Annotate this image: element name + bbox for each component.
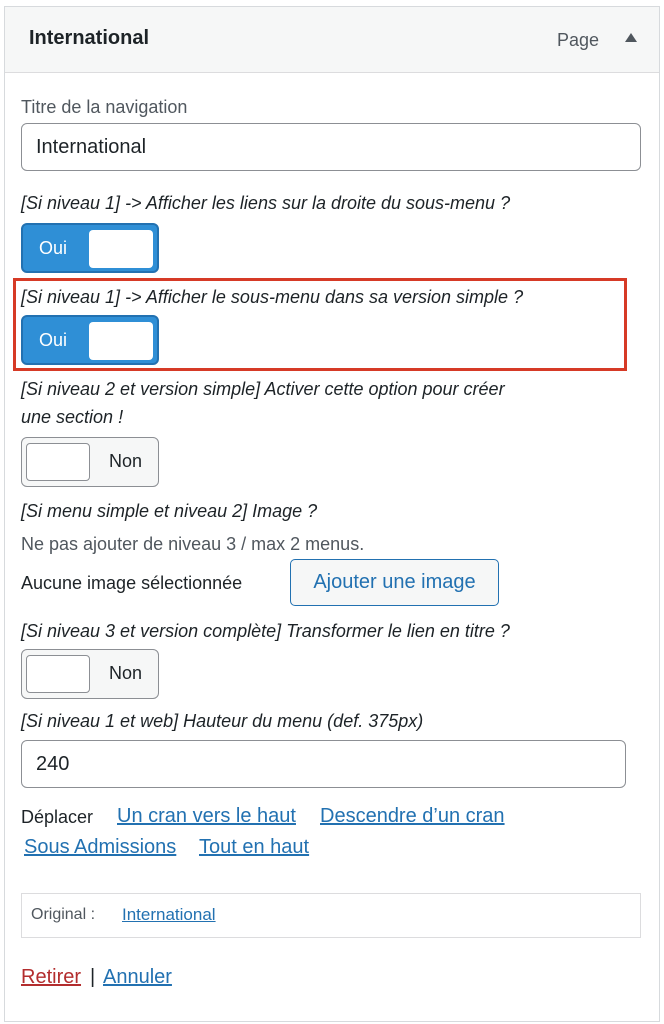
original-box bbox=[21, 893, 641, 938]
toggle-state-label: Oui bbox=[39, 330, 68, 350]
move-down-link[interactable]: Descendre d’un cran bbox=[320, 805, 505, 827]
option-section-label-line2: une section ! bbox=[21, 407, 124, 427]
panel-title: International bbox=[29, 27, 150, 49]
toggle-knob bbox=[89, 322, 153, 360]
collapse-arrow-icon[interactable] bbox=[625, 33, 637, 42]
no-image-text: Aucune image sélectionnée bbox=[21, 573, 243, 593]
image-label: [Si menu simple et niveau 2] Image ? bbox=[21, 501, 318, 521]
option-link-title-toggle[interactable] bbox=[21, 649, 159, 699]
toggle-knob bbox=[26, 443, 90, 481]
cancel-link[interactable]: Annuler bbox=[103, 966, 172, 988]
option-simple-version-label: [Si niveau 1] -> Afficher le sous-menu dans sa version simple ? bbox=[21, 287, 524, 307]
toggle-state-label: Non bbox=[108, 663, 142, 683]
option-simple-version-toggle[interactable] bbox=[21, 315, 159, 365]
remove-link[interactable]: Retirer bbox=[21, 966, 82, 988]
option-section-toggle[interactable] bbox=[21, 437, 159, 487]
menu-height-input[interactable]: 240 bbox=[21, 740, 626, 788]
panel-header[interactable] bbox=[5, 7, 659, 73]
option-right-links-label: [Si niveau 1] -> Afficher les liens sur la droite du sous-menu ? bbox=[21, 193, 511, 213]
move-to-top-link[interactable]: Tout en haut bbox=[199, 836, 310, 858]
option-right-links-toggle[interactable] bbox=[21, 223, 159, 273]
image-note: Ne pas ajouter de niveau 3 / max 2 menus. bbox=[21, 534, 365, 554]
nav-title-label: Titre de la navigation bbox=[21, 97, 188, 117]
option-link-title-label: [Si niveau 3 et version complète] Transformer le lien en titre ? bbox=[21, 621, 510, 641]
move-under-link[interactable]: Sous Admissions bbox=[24, 836, 177, 858]
toggle-state-label: Non bbox=[108, 451, 142, 471]
original-link[interactable]: International bbox=[122, 905, 216, 924]
toggle-knob bbox=[89, 230, 153, 268]
toggle-state-label: Oui bbox=[39, 238, 68, 258]
option-section-label-line1: [Si niveau 2 et version simple] Activer cette option pour créer bbox=[21, 379, 505, 399]
action-separator: | bbox=[90, 966, 96, 988]
toggle-knob bbox=[26, 655, 90, 693]
add-image-button[interactable]: Ajouter une image bbox=[290, 559, 499, 606]
item-type: Page bbox=[557, 30, 600, 50]
original-label: Original : bbox=[31, 906, 96, 923]
move-up-link[interactable]: Un cran vers le haut bbox=[117, 805, 296, 827]
move-label: Déplacer bbox=[21, 807, 94, 827]
menu-height-label: [Si niveau 1 et web] Hauteur du menu (def. 375px) bbox=[21, 711, 424, 731]
nav-title-input[interactable]: International bbox=[21, 123, 641, 171]
